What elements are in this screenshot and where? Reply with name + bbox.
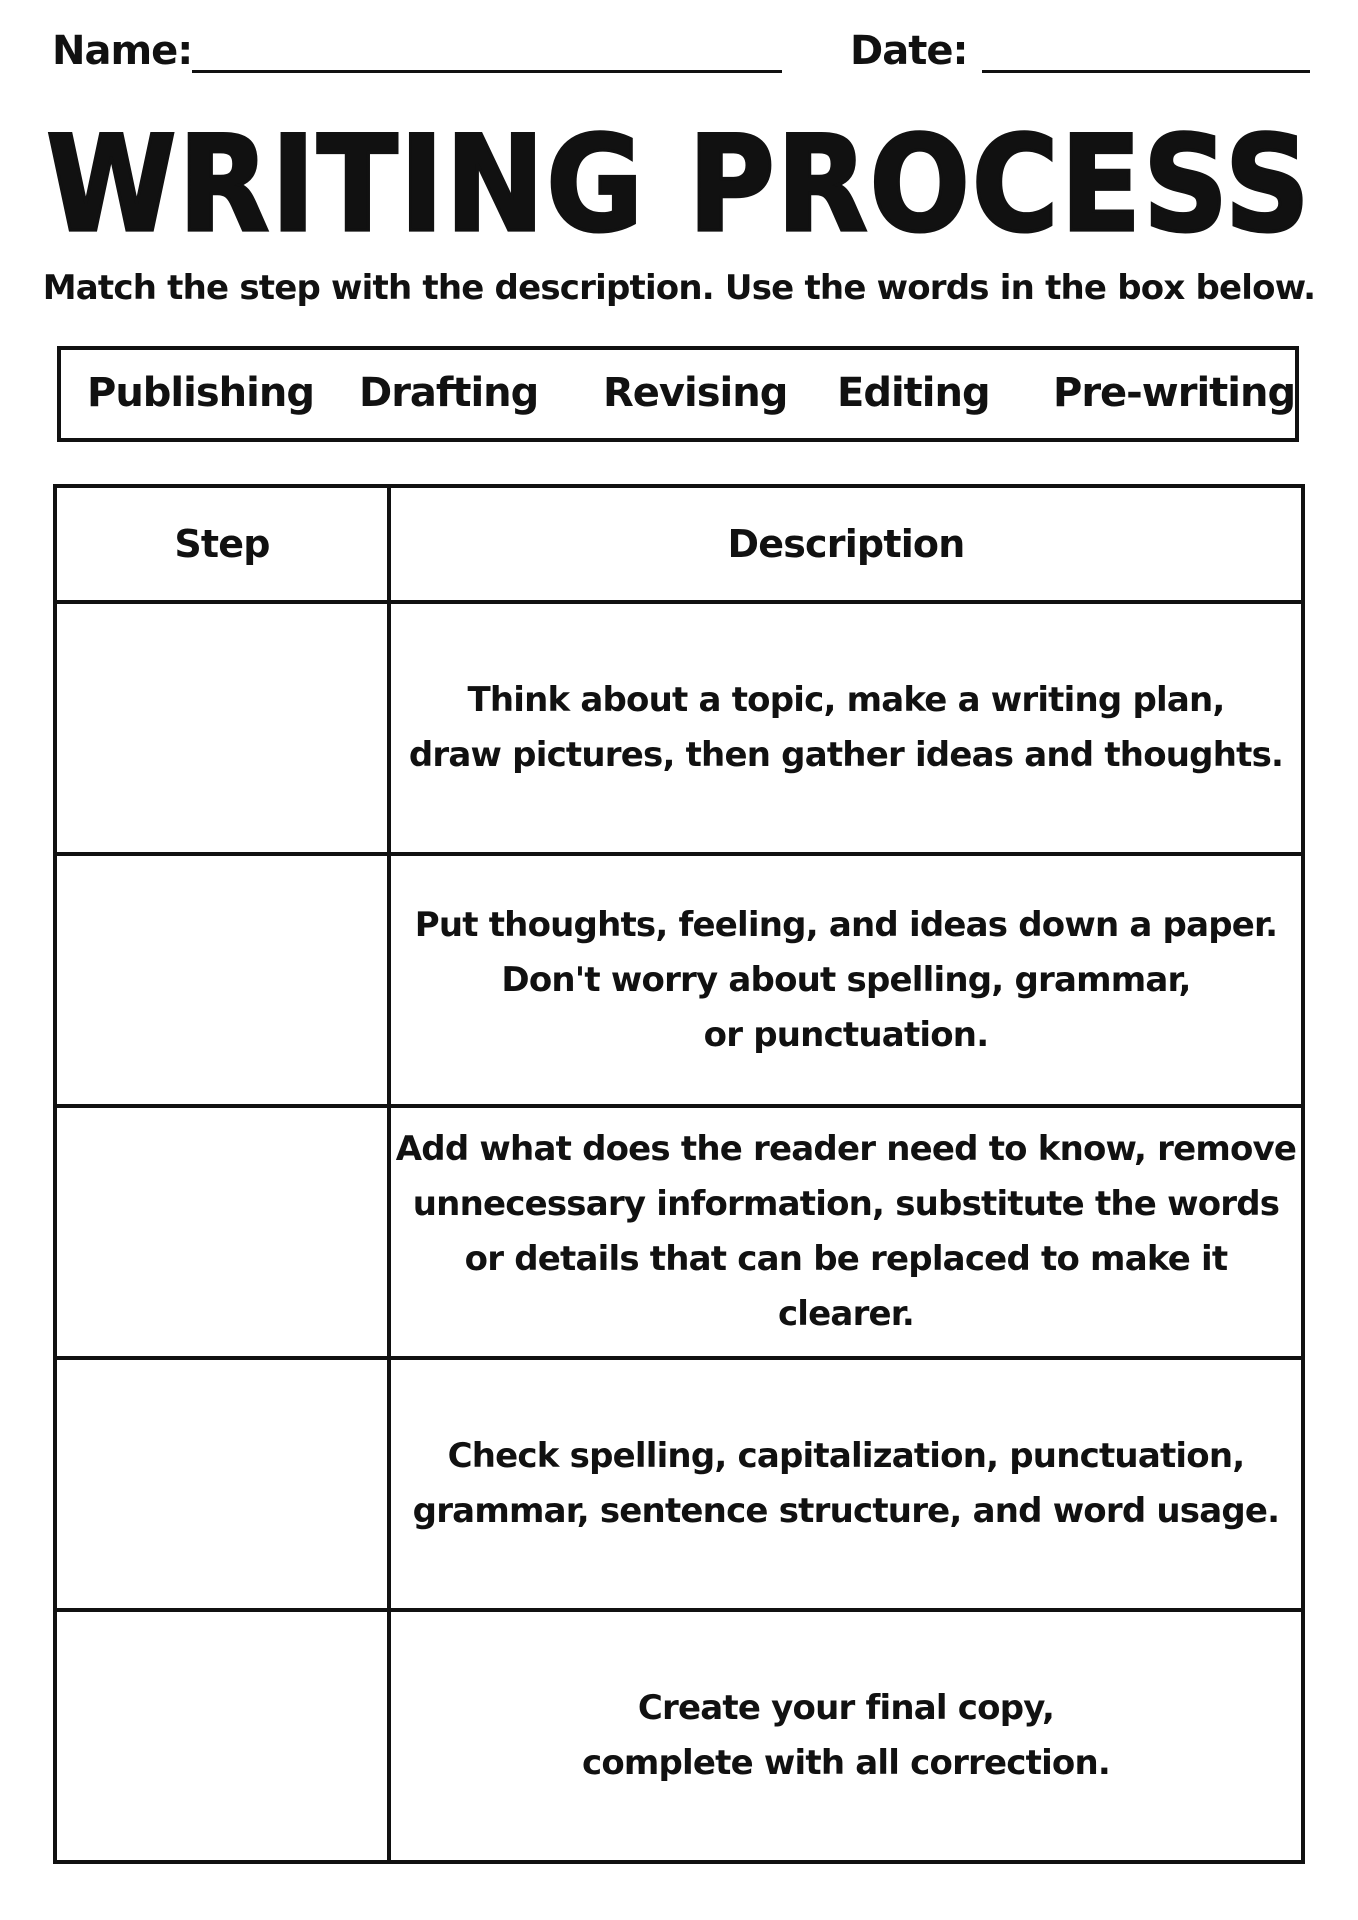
description-text: Think about a topic, make a writing plan, draw pictures, then gather ideas and thoughts. <box>408 680 1284 775</box>
word-bank <box>57 346 1299 442</box>
word-bank-item: Pre-writing <box>1053 370 1296 416</box>
step-answer-cell[interactable] <box>55 1358 389 1610</box>
table-row <box>55 1610 1303 1862</box>
table-row <box>55 1106 1303 1358</box>
description-column-header: Description <box>389 486 1303 602</box>
word-bank-item: Revising <box>603 370 788 416</box>
description-text: Add what does the reader need to know, remove unnecessary information, substitute the words or details that can be replaced to make it clearer. <box>395 1129 1297 1334</box>
instruction-text: Match the step with the description. Use the words in the box below. <box>42 268 1316 308</box>
name-field[interactable] <box>192 70 782 73</box>
name-label: Name: <box>52 28 193 74</box>
worksheet-title: WRITING PROCESS <box>46 106 1312 262</box>
table-row <box>55 1358 1303 1610</box>
description-cell <box>389 1358 1303 1610</box>
date-label: Date: <box>850 28 968 74</box>
step-answer-cell[interactable] <box>55 1610 389 1862</box>
word-bank-item: Drafting <box>359 370 539 416</box>
step-answer-cell[interactable] <box>55 602 389 854</box>
description-cell <box>389 1106 1303 1358</box>
description-cell <box>389 602 1303 854</box>
table-row <box>55 854 1303 1106</box>
description-cell <box>389 1610 1303 1862</box>
header-row <box>52 28 1310 78</box>
step-column-header: Step <box>55 486 389 602</box>
description-cell <box>389 854 1303 1106</box>
description-text: Create your final copy, complete with all correction. <box>581 1688 1111 1783</box>
step-answer-cell[interactable] <box>55 854 389 1106</box>
table-row <box>55 602 1303 854</box>
word-bank-item: Editing <box>837 370 990 416</box>
word-bank-item: Publishing <box>87 370 314 416</box>
table-header-row <box>55 486 1303 602</box>
description-text: Check spelling, capitalization, punctuation, grammar, sentence structure, and word usage. <box>412 1436 1280 1531</box>
matching-table <box>53 484 1305 1864</box>
date-field[interactable] <box>982 70 1310 73</box>
description-text: Put thoughts, feeling, and ideas down a paper. Don't worry about spelling, grammar, or punctuation. <box>414 904 1278 1055</box>
step-answer-cell[interactable] <box>55 1106 389 1358</box>
